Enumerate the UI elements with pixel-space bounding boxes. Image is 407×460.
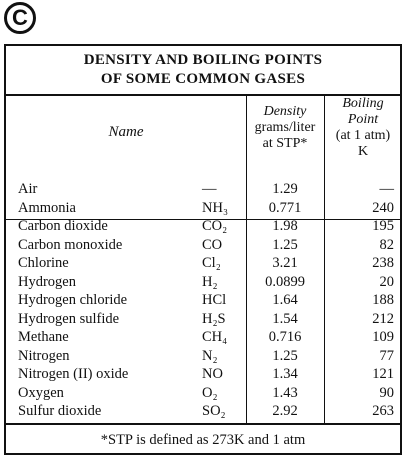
gas-density: 2.92 (272, 403, 298, 419)
gas-formula: N₂ (202, 347, 218, 364)
gas-name: Nitrogen (II) oxide (18, 366, 129, 382)
title-line-1: DENSITY AND BOILING POINTS (83, 52, 323, 68)
gas-formula: Cl₂ (202, 255, 221, 271)
name-column-header: Name (108, 124, 144, 140)
gas-boiling-point: 121 (372, 366, 394, 382)
table-row (6, 402, 400, 420)
gas-boiling-point: 90 (379, 384, 394, 401)
title-line-2: OF SOME COMMON GASES (100, 71, 306, 87)
gas-name: Carbon dioxide (18, 218, 108, 234)
boiling-header-line-1: Boiling (342, 96, 384, 111)
gas-boiling-point: 82 (379, 236, 394, 253)
gas-boiling-point: 240 (372, 199, 394, 216)
gas-formula: SO₂ (202, 403, 226, 419)
gas-density: 3.21 (272, 255, 298, 271)
gas-name: Ammonia (18, 199, 76, 216)
gas-name: Air (18, 181, 38, 197)
table-row (6, 217, 400, 235)
gas-density: 1.43 (272, 384, 298, 401)
gas-formula: NO (202, 366, 223, 382)
gas-density: 1.25 (272, 236, 298, 253)
gas-formula: H₂ (202, 273, 218, 290)
gas-name: Hydrogen sulfide (18, 310, 120, 327)
gas-formula: O₂ (202, 384, 218, 401)
gas-table (4, 44, 402, 455)
gas-formula: HCl (202, 292, 227, 308)
gas-boiling-point: 77 (379, 347, 394, 364)
gas-density: 0.716 (268, 329, 302, 345)
table-row (6, 365, 400, 383)
table-row (6, 199, 400, 217)
section-badge: C (4, 2, 36, 34)
gas-boiling-point: 195 (372, 218, 394, 234)
gas-boiling-point: 20 (379, 273, 394, 290)
density-header-line-3: at STP* (262, 136, 308, 151)
gas-density: 1.29 (272, 181, 298, 197)
gas-formula: — (202, 181, 217, 197)
gas-name: Oxygen (18, 384, 64, 401)
gas-formula: NH₃ (202, 199, 228, 216)
gas-formula: CH₄ (202, 329, 228, 345)
gas-formula: CO (202, 236, 223, 253)
table-row (6, 180, 400, 198)
boiling-header-line-3: (at 1 atm) (335, 128, 391, 143)
table-row (6, 291, 400, 309)
gas-boiling-point: — (379, 181, 394, 197)
density-header-line-1: Density (263, 104, 307, 119)
boiling-column-header (324, 96, 402, 160)
table-row (6, 254, 400, 272)
gas-formula: CO₂ (202, 218, 228, 234)
gas-boiling-point: 188 (372, 292, 394, 308)
table-row (6, 328, 400, 346)
table-row (6, 236, 400, 254)
density-header-line-2: grams/liter (254, 120, 316, 135)
gas-name: Sulfur dioxide (18, 403, 102, 419)
gas-density: 1.34 (272, 366, 298, 382)
gas-density: 0.0899 (265, 273, 305, 290)
gas-name: Chlorine (18, 255, 69, 271)
gas-density: 1.98 (272, 218, 298, 234)
gas-density: 1.64 (272, 292, 298, 308)
gas-name: Carbon monoxide (18, 236, 123, 253)
boiling-header-line-4: K (357, 144, 369, 159)
boiling-header-line-2: Point (347, 112, 379, 127)
gas-density: 1.25 (272, 347, 298, 364)
density-column-header (246, 104, 324, 152)
table-title (6, 46, 400, 96)
gas-name: Hydrogen (18, 273, 76, 290)
table-row (6, 273, 400, 291)
gas-formula: H₂S (202, 310, 226, 327)
gas-name: Nitrogen (18, 347, 70, 364)
table-row (6, 384, 400, 402)
gas-boiling-point: 212 (372, 310, 394, 327)
gas-boiling-point: 109 (372, 329, 394, 345)
gas-boiling-point: 238 (372, 255, 394, 271)
gas-boiling-point: 263 (372, 403, 394, 419)
table-row (6, 347, 400, 365)
gas-density: 0.771 (268, 199, 302, 216)
gas-name: Hydrogen chloride (18, 292, 128, 308)
table-row (6, 310, 400, 328)
table-footnote: *STP is defined as 273K and 1 atm (6, 423, 400, 455)
gas-density: 1.54 (272, 310, 298, 327)
gas-name: Methane (18, 329, 69, 345)
